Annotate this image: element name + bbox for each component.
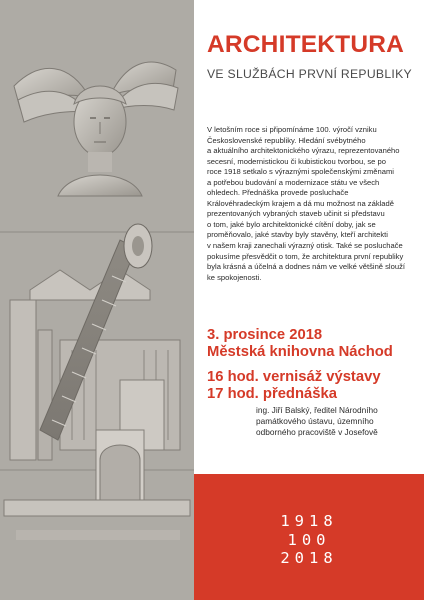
description-line: secesní, modernistickou či kubistickou tvorbou, se po — [207, 156, 386, 166]
description-line: roce 1918 setkalo s výraznými společenskými změnami — [207, 167, 394, 177]
description-line: byla krásná a účelná a dodnes nám ve velké většině slouží — [207, 262, 405, 272]
description-line: ke spokojenosti. — [207, 272, 262, 282]
description-line: v našem kraji zanechali výrazný otisk. Také se posluchače — [207, 241, 403, 251]
description-text — [207, 125, 412, 283]
description-line: prezentovaných vybraných staveb učinit si představu — [207, 209, 385, 219]
poster-title: ARCHITEKTURA — [207, 31, 405, 58]
poster-subtitle: VE SLUŽBÁCH PRVNÍ REPUBLIKY — [207, 67, 412, 81]
speaker-line: ing. Jiří Balský, ředitel Národního — [256, 405, 378, 415]
description-line: proměňovalo, jaké stavby byly stavěny, kteří architekti — [207, 230, 388, 240]
year-2018: 2018 — [280, 549, 338, 567]
description-line: ohledech. Přednáška provede posluchače — [207, 188, 349, 198]
speaker-line: památkového ústavu, územního — [256, 416, 374, 426]
relief-illustration — [0, 0, 194, 600]
description-line: Královéhradeckým krajem a dá mu možnost na základě — [207, 198, 394, 208]
relief-photo — [0, 0, 194, 600]
description-line: Československé republiky. Hledání svébytného — [207, 135, 366, 145]
anniversary-block — [194, 474, 424, 600]
years-100: 100 — [287, 530, 331, 549]
description-line: a aktuálního architektonického výrazu, reprezentovaného — [207, 146, 400, 156]
description-line: pokusíme přesvědčit o tom, že architektura první republiky — [207, 251, 404, 261]
event-time-lecture: 17 hod. přednáška — [207, 386, 337, 402]
description-line: o tom, jaké bylo architektonické cítění doby, jak se — [207, 219, 376, 229]
event-venue: Městská knihovna Náchod — [207, 344, 393, 360]
speaker-line: odborného pracoviště v Josefově — [256, 427, 378, 437]
speaker-info — [256, 405, 416, 438]
event-time-exhibition: 16 hod. vernisáž výstavy — [207, 369, 381, 385]
description-line: a potřebou budování a modernizace státu ve všech — [207, 177, 380, 187]
year-1918: 1918 — [280, 512, 338, 530]
event-date: 3. prosince 2018 — [207, 327, 323, 343]
description-line: V letošním roce si připomínáme 100. výročí vzniku — [207, 125, 377, 134]
anniversary-years — [194, 512, 424, 568]
